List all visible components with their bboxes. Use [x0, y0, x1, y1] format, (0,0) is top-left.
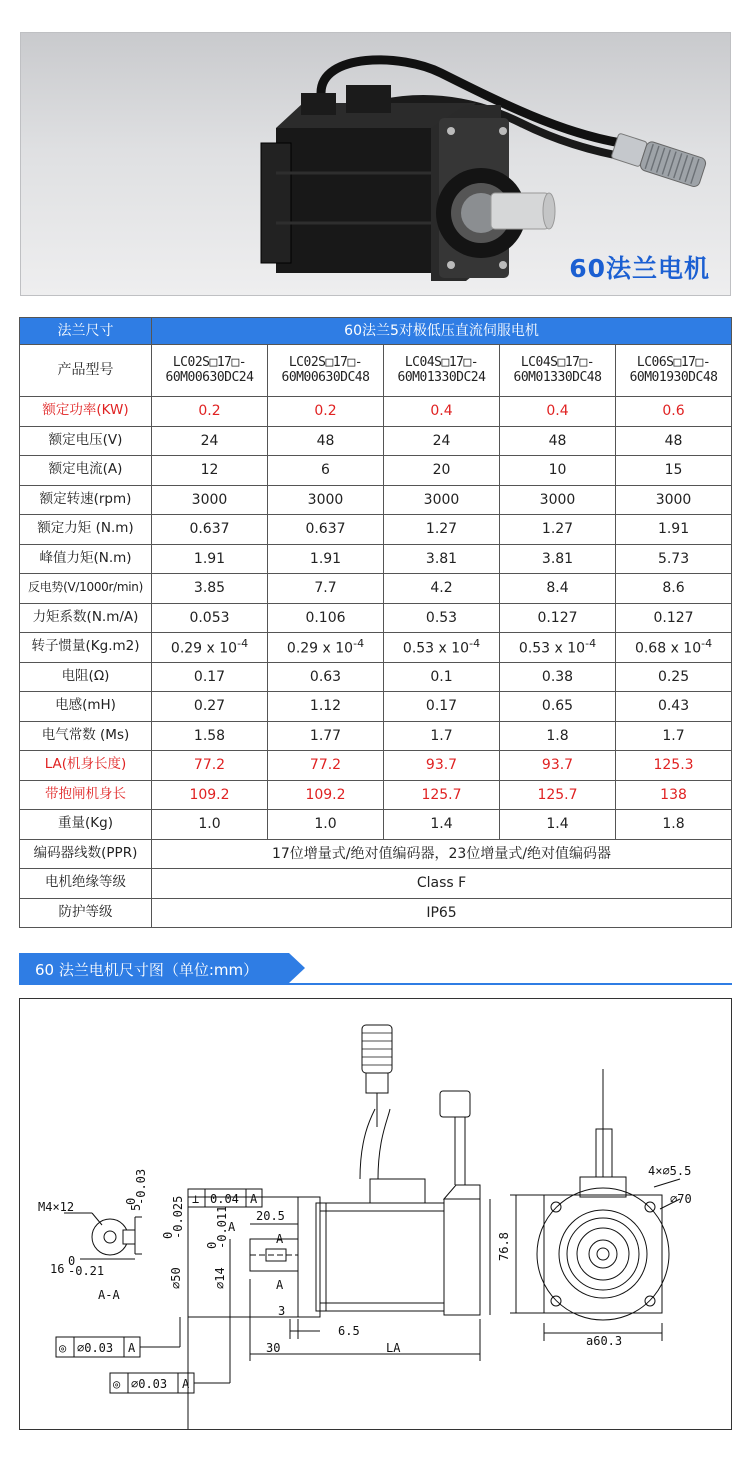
table-cell: 0.68 x $10^{-4}$ — [616, 633, 732, 663]
span-cell: IP65 — [152, 898, 732, 928]
row-label: 反电势(V/1000r/min) — [20, 574, 152, 604]
table-cell: 0.25 — [616, 662, 732, 692]
table-cell: 1.12 — [268, 692, 384, 722]
model-cell: LC02S□17□- 60M00630DC24 — [152, 345, 268, 397]
table-row-span — [20, 898, 732, 928]
span-cell: Class F — [152, 869, 732, 899]
table-cell: 125.3 — [616, 751, 732, 781]
table-row — [20, 544, 732, 574]
label-16: 16 — [50, 1262, 65, 1276]
table-cell: 1.91 — [152, 544, 268, 574]
table-cell: 3000 — [616, 485, 732, 515]
section-marker-a-top: A — [276, 1232, 284, 1246]
table-cell: 48 — [616, 426, 732, 456]
table-cell: 77.2 — [152, 751, 268, 781]
row-label: LA(机身长度) — [20, 751, 152, 781]
table-cell: 24 — [152, 426, 268, 456]
table-cell: 3000 — [152, 485, 268, 515]
label-section-aa: A-A — [98, 1288, 120, 1302]
table-cell: 0.29 x $10^{-4}$ — [152, 633, 268, 663]
table-cell: 24 — [384, 426, 500, 456]
row-label: 额定力矩 (N.m) — [20, 515, 152, 545]
dimension-section-header — [19, 953, 309, 984]
table-cell: 0.2 — [152, 397, 268, 427]
table-cell: 0.53 x $10^{-4}$ — [500, 633, 616, 663]
row-label: 额定功率(KW) — [20, 397, 152, 427]
datum-a-top: A — [228, 1220, 236, 1234]
row-label: 产品型号 — [20, 345, 152, 397]
dia-50-tol-dn: -0.025 — [171, 1195, 185, 1239]
hole-spec: 4×⌀5.5 — [648, 1164, 692, 1178]
table-cell: 109.2 — [268, 780, 384, 810]
table-row — [20, 662, 732, 692]
header-flange-size: 法兰尺寸 — [20, 318, 152, 345]
runout-overlay — [20, 999, 731, 1429]
table-cell: 0.053 — [152, 603, 268, 633]
model-cell: LC06S□17□- 60M01930DC48 — [616, 345, 732, 397]
table-cell: 3000 — [384, 485, 500, 515]
row-label: 电感(mH) — [20, 692, 152, 722]
table-cell: 0.6 — [616, 397, 732, 427]
table-cell: 0.63 — [268, 662, 384, 692]
table-cell: 3.81 — [384, 544, 500, 574]
table-cell: 0.53 x $10^{-4}$ — [384, 633, 500, 663]
table-cell: 8.4 — [500, 574, 616, 604]
dia-70: ⌀70 — [670, 1192, 692, 1206]
row-label: 电气常数 (Ms) — [20, 721, 152, 751]
table-cell: 0.2 — [268, 397, 384, 427]
dim-20-5: 20.5 — [256, 1209, 285, 1223]
table-cell: 1.27 — [500, 515, 616, 545]
table-cell: 1.91 — [268, 544, 384, 574]
table-cell: 0.29 x $10^{-4}$ — [268, 633, 384, 663]
hero-title: 60法兰电机 — [569, 254, 710, 283]
table-cell: 5.73 — [616, 544, 732, 574]
row-label: 防护等级 — [20, 898, 152, 928]
table-cell: 3000 — [500, 485, 616, 515]
table-cell: 1.0 — [152, 810, 268, 840]
table-cell: 3.85 — [152, 574, 268, 604]
table-cell: 0.127 — [500, 603, 616, 633]
table-cell: 1.4 — [384, 810, 500, 840]
table-cell: 0.38 — [500, 662, 616, 692]
row-label: 力矩系数(N.m/A) — [20, 603, 152, 633]
table-cell: 0.43 — [616, 692, 732, 722]
table-cell: 125.7 — [384, 780, 500, 810]
table-cell: 0.127 — [616, 603, 732, 633]
label-m4: M4×12 — [38, 1200, 75, 1214]
table-cell: 48 — [268, 426, 384, 456]
label-16-tol-dn: -0.21 — [68, 1264, 105, 1278]
table-cell: 0.4 — [384, 397, 500, 427]
table-row — [20, 456, 732, 486]
shaft — [491, 193, 549, 229]
motor-body — [276, 128, 451, 273]
product-photo-panel — [20, 32, 731, 296]
dia-14-tol-up: 0 — [205, 1241, 219, 1249]
table-cell: 0.4 — [500, 397, 616, 427]
label-16-tol-up: 0 — [68, 1254, 76, 1268]
table-cell: 0.17 — [152, 662, 268, 692]
row-label: 电阻(Ω) — [20, 662, 152, 692]
table-row — [20, 426, 732, 456]
table-cell: 0.637 — [268, 515, 384, 545]
table-cell: 0.17 — [384, 692, 500, 722]
table-row — [20, 574, 732, 604]
side-60-3: a60.3 — [586, 1334, 623, 1348]
table-cell: 1.4 — [500, 810, 616, 840]
model-cell: LC04S□17□- 60M01330DC48 — [500, 345, 616, 397]
row-label: 峰值力矩(N.m) — [20, 544, 152, 574]
table-row — [20, 810, 732, 840]
dim-6-5: 6.5 — [338, 1324, 360, 1338]
table-row — [20, 751, 732, 781]
table-row — [20, 397, 732, 427]
row-label: 额定电流(A) — [20, 456, 152, 486]
section-marker-a-bottom: A — [276, 1278, 284, 1292]
table-row-span — [20, 839, 732, 869]
table-cell: 0.53 — [384, 603, 500, 633]
section-divider — [19, 983, 732, 985]
table-row-model — [20, 345, 732, 397]
table-cell: 3.81 — [500, 544, 616, 574]
table-cell: 7.7 — [268, 574, 384, 604]
span-cell: 17位增量式/绝对值编码器，23位增量式/绝对值编码器 — [152, 839, 732, 869]
table-cell: 6 — [268, 456, 384, 486]
label-5-tol-up: 0 — [124, 1197, 138, 1205]
label-5-tol-dn: -0.03 — [134, 1168, 148, 1205]
dim-3: 3 — [278, 1304, 286, 1318]
table-cell: 93.7 — [384, 751, 500, 781]
perp-datum: A — [250, 1192, 258, 1206]
runout-value-a: ⌀0.03 — [77, 1341, 114, 1355]
row-label: 电机绝缘等级 — [20, 869, 152, 899]
perp-value: 0.04 — [210, 1192, 239, 1206]
table-cell: 1.77 — [268, 721, 384, 751]
table-cell: 109.2 — [152, 780, 268, 810]
table-cell: 8.6 — [616, 574, 732, 604]
table-cell: 1.27 — [384, 515, 500, 545]
row-label: 额定转速(rpm) — [20, 485, 152, 515]
dimension-drawing — [19, 998, 732, 1430]
header-series-title: 60法兰5对极低压直流伺服电机 — [152, 318, 732, 345]
table-row — [20, 692, 732, 722]
dia-14-tol-dn: -0.011 — [215, 1205, 229, 1249]
dim-la: LA — [386, 1341, 401, 1355]
row-label: 转子惯量(Kg.m2) — [20, 633, 152, 663]
dim-30: 30 — [266, 1341, 281, 1355]
dia-14: ⌀14 — [213, 1267, 227, 1289]
table-cell: 93.7 — [500, 751, 616, 781]
connector — [610, 131, 707, 188]
runout-value-b: ⌀0.03 — [131, 1377, 168, 1391]
table-cell: 15 — [616, 456, 732, 486]
table-row — [20, 603, 732, 633]
dia-50-tol-up: 0 — [161, 1231, 175, 1239]
label-5: 5 — [129, 1203, 143, 1211]
spec-table — [19, 317, 732, 928]
row-label: 重量(Kg) — [20, 810, 152, 840]
table-cell: 4.2 — [384, 574, 500, 604]
row-label: 编码器线数(PPR) — [20, 839, 152, 869]
table-cell: 0.637 — [152, 515, 268, 545]
table-cell: 125.7 — [500, 780, 616, 810]
table-cell: 0.65 — [500, 692, 616, 722]
dim-76-8: 76.8 — [497, 1232, 511, 1261]
table-cell: 1.7 — [616, 721, 732, 751]
runout-datum-a: A — [128, 1341, 136, 1355]
table-cell: 1.91 — [616, 515, 732, 545]
table-cell: 10 — [500, 456, 616, 486]
table-cell: 1.0 — [268, 810, 384, 840]
table-cell: 1.7 — [384, 721, 500, 751]
row-label: 额定电压(V) — [20, 426, 152, 456]
table-cell: 3000 — [268, 485, 384, 515]
row-label: 带抱闸机身长 — [20, 780, 152, 810]
runout-symbol-a: ◎ — [59, 1341, 67, 1355]
model-cell: LC04S□17□- 60M01330DC24 — [384, 345, 500, 397]
table-cell: 12 — [152, 456, 268, 486]
table-row-span — [20, 869, 732, 899]
table-cell: 20 — [384, 456, 500, 486]
perp-symbol: ⊥ — [192, 1192, 200, 1206]
table-cell: 0.106 — [268, 603, 384, 633]
table-cell: 138 — [616, 780, 732, 810]
runout-datum-b: A — [182, 1377, 190, 1391]
dia-50: ⌀50 — [169, 1267, 183, 1289]
table-row — [20, 780, 732, 810]
table-row — [20, 515, 732, 545]
table-cell: 0.1 — [384, 662, 500, 692]
section-title: 60 法兰电机尺寸图（单位:mm） — [35, 961, 259, 979]
table-cell: 0.27 — [152, 692, 268, 722]
table-row — [20, 721, 732, 751]
table-cell: 1.8 — [616, 810, 732, 840]
runout-symbol-b: ◎ — [113, 1377, 121, 1391]
table-cell: 1.8 — [500, 721, 616, 751]
table-row — [20, 485, 732, 515]
table-cell: 77.2 — [268, 751, 384, 781]
table-row — [20, 633, 732, 663]
table-cell: 48 — [500, 426, 616, 456]
model-cell: LC02S□17□- 60M00630DC48 — [268, 345, 384, 397]
table-cell: 1.58 — [152, 721, 268, 751]
